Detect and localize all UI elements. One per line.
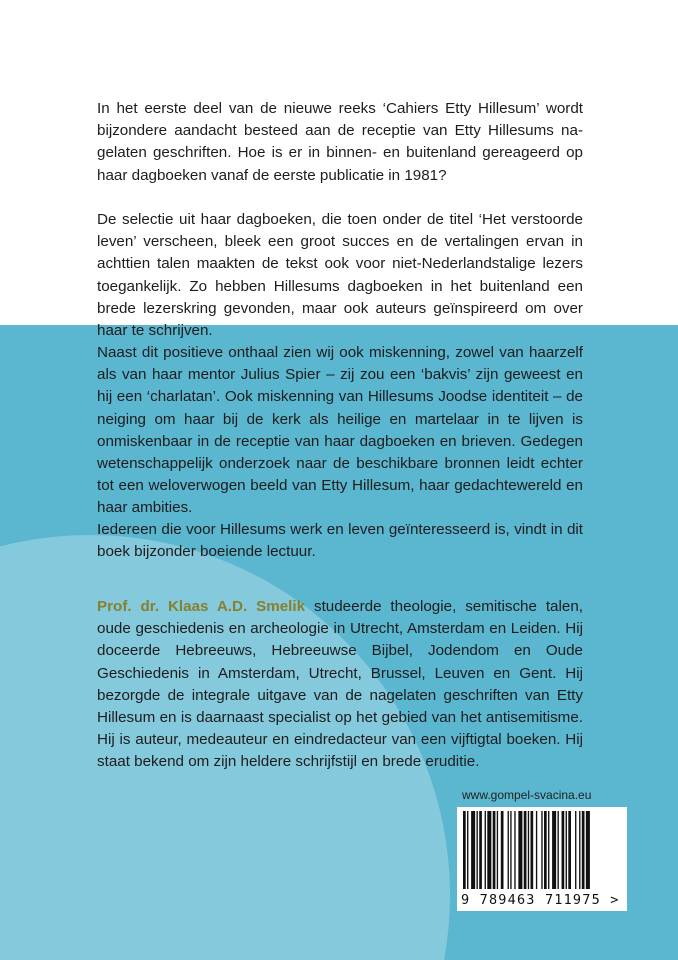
author-bio [97, 596, 583, 774]
paragraph-selection: De selectie uit haar dagboeken, die toen onder de titel ‘Het verstoorde leven’ verscheen, bleek een groot succes en de vertalingen ervan in achttien talen maakten de tekst ook voor niet-Nederlandstalige lezers toegankelijk. Zo hebben Hillesums dagboeken in het buitenland een brede lezerskring gevonden, maar ook auteurs geïnspireerd om over haar te schrijven. [97, 211, 583, 340]
barcode-digits: 9 789463 711975 > [461, 892, 620, 908]
author-name: Prof. dr. Klaas A.D. Smelik [97, 598, 306, 615]
paragraph-intro: In het eerste deel van de nieuwe reeks ‘Cahiers Etty Hillesum’ wordt bijzondere aandacht besteed aan de receptie van Etty Hillesums nagelaten geschriften. Hoe is er in binnen- en buitenland gereageerd op haar dagboeken vanaf de eerste publicatie in 1981? [97, 100, 583, 184]
paragraph-misrecognition: Naast dit positieve onthaal zien wij ook miskenning, zowel van haarzelf als van haar mentor Julius Spier – zij zou een ‘bakvis’ zijn geweest en hij een ‘charlatan’. Ook miskenning van Hillesums Joodse identiteit – de neiging om haar bij de kerk als heilige en martelaar in te lijven is onmiskenbaar in de receptie van haar dagboeken en brieven. Gedegen wetenschappelijk onderzoek naar de beschikbare bronnen leidt echter tot een weloverwogen beeld van Etty Hillesum, haar gedachtewereld en haar ambities. [97, 344, 583, 517]
barcode-bars-icon [457, 807, 627, 891]
publisher-website[interactable]: www.gompel-svacina.eu [462, 788, 592, 802]
paragraph-audience: Iedereen die voor Hillesums werk en leven geïnteresseerd is, vindt in dit boek bijzonder boeiende lectuur. [97, 521, 583, 561]
isbn-barcode [457, 807, 627, 911]
author-bio-text: studeerde theologie, semitische talen, oude geschiedenis en archeologie in Utrecht, Amsterdam en Leiden. Hij doceerde Hebreeuws, Hebreeuwse Bijbel, Jodendom en Oude Geschiedenis in Amsterdam, Utrecht, Brussel, Leuven en Gent. Hij bezorgde de integrale uitgave van de nagelaten geschriften van Etty Hillesum en is daarnaast specialist op het gebied van het antisemitisme. Hij is auteur, medeauteur en eindredacteur van een vijftigtal boeken. Hij staat bekend om zijn heldere schrijfstijl en brede eruditie. [97, 598, 583, 771]
